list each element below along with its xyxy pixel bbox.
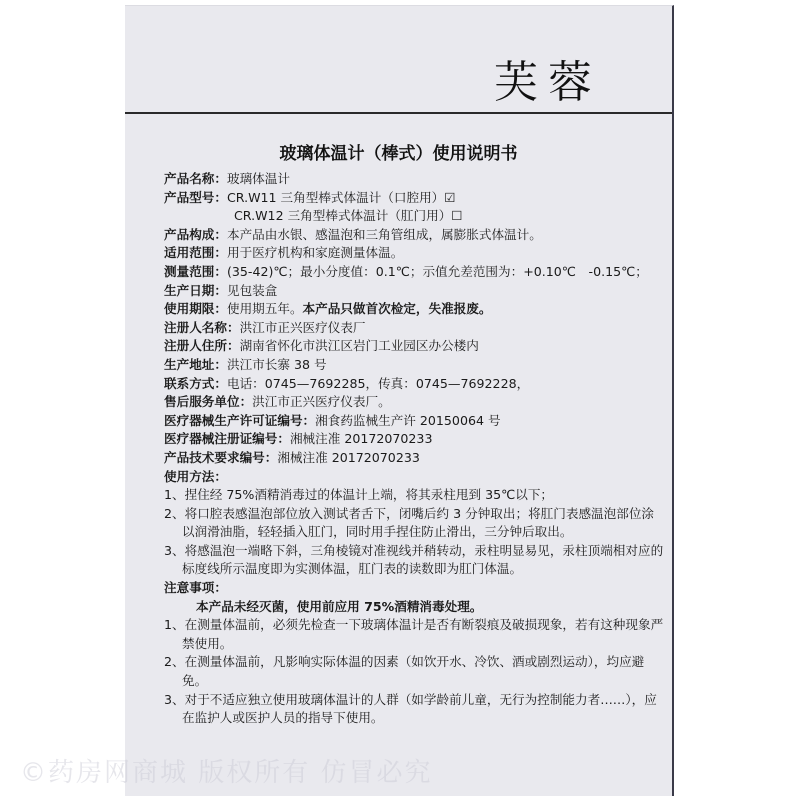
document-body [164, 170, 664, 728]
header-divider [125, 112, 672, 114]
field-production-license: 医疗器械生产许可证编号：湘食药监械生产许 20150064 号 [164, 412, 501, 428]
field-production-date: 生产日期：见包装盒 [164, 282, 278, 298]
notes-heading: 注意事项： [164, 580, 227, 596]
document-title: 玻璃体温计（棒式）使用说明书 [279, 144, 518, 164]
usage-item: 2、将口腔表感温泡部位放入测试者舌下，闭嘴后约 3 分钟取出；将肛门表感温泡部位涂以润滑油脂，轻轻插入肛门，同时用手捏住防止滑出，三分钟后取出。 [164, 505, 655, 540]
field-product-name: 产品名称：玻璃体温计 [164, 171, 290, 186]
field-registrant-address: 注册人住所：湖南省怀化市洪江区岩门工业园区办公楼内 [164, 338, 479, 354]
usage-item: 1、捏住经 75%酒精消毒过的体温计上端，将其汞柱甩到 35℃以下； [164, 487, 554, 503]
brand-name: 芙蓉 [494, 57, 602, 108]
field-range: 测量范围：(35-42)℃；最小分度值：0.1℃；示值允差范围为：+0.10℃ -0.15℃； [164, 263, 648, 279]
field-scope: 适用范围：用于医疗机构和家庭测量体温。 [164, 245, 404, 261]
copyright-watermark: ©药房网商城 版权所有 仿冒必究 [20, 758, 433, 788]
instruction-leaflet [125, 5, 674, 796]
field-tech-requirement: 产品技术要求编号：湘械注准 20172070233 [164, 449, 420, 465]
field-composition: 产品构成：本产品由水银、感温泡和三角管组成，属膨胀式体温计。 [164, 226, 542, 242]
field-registration-cert: 医疗器械注册证编号：湘械注准 20172070233 [164, 431, 433, 447]
field-service-life: 使用期限：使用期五年。本产品只做首次检定，失准报废。 [164, 301, 492, 317]
usage-item: 3、将感温泡一端略下斜，三角棱镜对准视线并稍转动，汞柱明显易见，汞柱顶端相对应的标度线所示温度即为实测体温，肛门表的读数即为肛门体温。 [164, 542, 664, 577]
usage-heading: 使用方法： [164, 468, 227, 484]
field-contact: 联系方式：电话：0745—7692285，传真：0745—7692228， [164, 375, 530, 391]
note-item: 2、在测量体温前，凡影响实际体温的因素（如饮开水、冷饮、酒或剧烈运动），均应避免。 [164, 654, 645, 689]
note-item: 3、对于不适应独立使用玻璃体温计的人群（如学龄前儿童，无行为控制能力者……），应在监护人或医护人员的指导下使用。 [164, 691, 657, 726]
field-production-address: 生产地址：洪江市长寨 38 号 [164, 356, 327, 372]
notes-lead: 本产品未经灭菌，使用前应用 75%酒精消毒处理。 [196, 598, 483, 614]
field-registrant-name: 注册人名称：洪江市正兴医疗仪表厂 [164, 319, 366, 335]
field-after-sales: 售后服务单位：洪江市正兴医疗仪表厂。 [164, 394, 391, 410]
field-product-model-alt: CR.W12 三角型棒式体温计（肛门用）☐ [234, 208, 463, 224]
note-item: 1、在测量体温前，必须先检查一下玻璃体温计是否有断裂痕及破损现象，若有这种现象严禁使用。 [164, 617, 664, 651]
field-product-model: 产品型号：CR.W11 三角型棒式体温计（口腔用）☑ [164, 189, 456, 205]
